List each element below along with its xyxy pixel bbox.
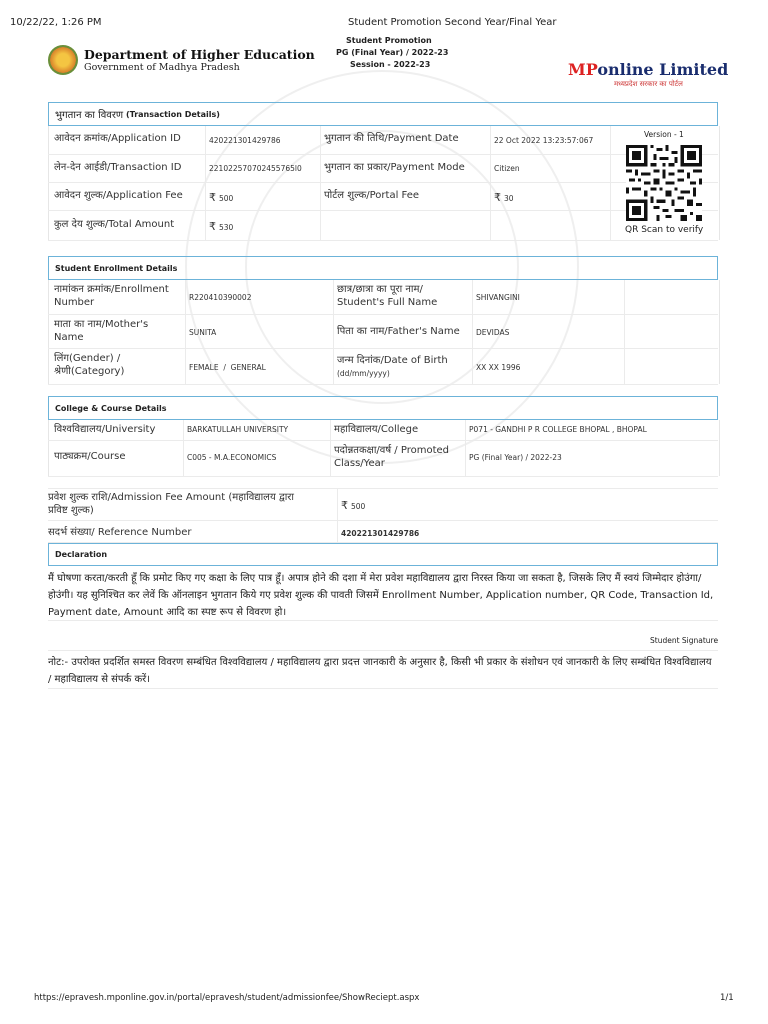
portal-fee-label: पोर्टल शुल्क/Portal Fee	[324, 190, 420, 201]
receipt-class: PG (Final Year) / 2022-23	[336, 48, 449, 57]
university-value: BARKATULLAH UNIVERSITY	[187, 425, 289, 434]
declaration-section-header: Declaration	[48, 543, 718, 566]
transaction-id-value: 221022570702455765l0	[209, 164, 302, 173]
mp-emblem-logo	[48, 45, 78, 75]
qr-code	[626, 145, 702, 221]
application-fee-value: ₹ 500	[209, 191, 234, 204]
department-name: Department of Higher Education	[84, 47, 315, 62]
father-name-value: DEVIDAS	[476, 328, 510, 337]
course-value: C005 - M.A.ECONOMICS	[187, 453, 277, 462]
print-url: https://epravesh.mponline.gov.in/portal/epravesh/student/admissionfee/ShowReciept.aspx	[34, 993, 420, 1003]
mother-name-label: माता का नाम/Mother's Name	[54, 319, 149, 343]
gender-category-value: FEMALE / GENERAL	[189, 363, 266, 372]
qr-scan-caption: QR Scan to verify	[625, 225, 704, 235]
disclaimer-note: नोट:- उपरोक्त प्रदर्शित समस्त विवरण सम्बंधित विश्वविद्यालय / महाविद्यालय द्वारा प्रदत्त जानकारी के अनुसार है, किसी भी प्रकार के संशोधन एवं जानकारी के लिए सम्बंधित विश्वविद्यालय / महाविद्यालय से संपर्क करें।	[48, 657, 712, 685]
print-datetime: 10/22/22, 1:26 PM	[10, 17, 102, 28]
dob-label: जन्म दिनांक/Date of Birth (dd/mm/yyyy)	[337, 355, 448, 378]
college-section-header: College & Course Details	[48, 396, 718, 420]
course-label: पाठ्यक्रम/Course	[54, 451, 126, 462]
total-amount-label: कुल देय शुल्क/Total Amount	[54, 219, 175, 230]
application-id-label: आवेदन क्रमांक/Application ID	[54, 133, 181, 144]
dob-value: XX XX 1996	[476, 363, 521, 372]
enrollment-number-value: R220410390002	[189, 293, 252, 302]
rupee-icon: ₹	[494, 191, 501, 204]
university-label: विश्वविद्यालय/University	[54, 424, 156, 435]
receipt-version: Version - 1	[644, 130, 684, 139]
payment-date-label: भुगतान की तिथि/Payment Date	[324, 133, 459, 144]
promoted-class-value: PG (Final Year) / 2022-23	[469, 453, 562, 462]
print-title: Student Promotion Second Year/Final Year	[348, 17, 557, 28]
admission-fee-label: प्रवेश शुल्क राशि/Admission Fee Amount (महाविद्यालय द्वारा प्रविष्ट शुल्क)	[48, 492, 294, 516]
student-name-label: छात्र/छात्रा का पूरा नाम/ Student's Full Name	[337, 284, 438, 308]
mponline-tagline: मध्यप्रदेश सरकार का पोर्टल	[614, 80, 683, 88]
reference-number-label: सदर्भ संख्या/ Reference Number	[48, 527, 192, 538]
rupee-icon: ₹	[341, 499, 348, 512]
college-value: P071 - GANDHI P R COLLEGE BHOPAL , BHOPAL	[469, 425, 647, 434]
print-page-number: 1/1	[720, 993, 734, 1003]
portal-fee-value: ₹ 30	[494, 191, 514, 204]
rupee-icon: ₹	[209, 191, 216, 204]
mother-name-value: SUNITA	[189, 328, 217, 337]
payment-mode-label: भुगतान का प्रकार/Payment Mode	[324, 162, 465, 173]
reference-number-value: 420221301429786	[341, 529, 420, 538]
application-fee-label: आवेदन शुल्क/Application Fee	[54, 190, 183, 201]
government-name: Government of Madhya Pradesh	[84, 62, 240, 73]
declaration-text: मैं घोषणा करता/करती हूँ कि प्रमोट किए गए कक्षा के लिए पात्र हूँ। अपात्र होने की दशा में मेरा प्रवेश महाविद्यालय द्वारा निरस्त किया जा सकता है, जिसके लिए मैं स्वयं जिम्मेदार होउंगा/ होउंगी। यह सुनिश्चित कर लेवें कि ऑनलाइन भुगतान किये गए प्रवेश शुल्क की पावती जिसमें Enrollment Number, Application number, QR Code, Transaction Id, Payment date, Amount आदि का स्पष्ट रूप से विवरण हो।	[48, 573, 714, 618]
receipt-heading: Student Promotion	[346, 36, 432, 45]
college-label: महाविद्यालय/College	[334, 424, 419, 435]
admission-fee-value: ₹ 500	[341, 499, 366, 512]
student-signature-label: Student Signature	[650, 636, 719, 645]
application-id-value: 420221301429786	[209, 136, 281, 145]
receipt-session: Session - 2022-23	[350, 60, 431, 69]
total-amount-value: ₹ 530	[209, 220, 234, 233]
payment-mode-value: Citizen	[494, 164, 520, 173]
promoted-class-label: पदोन्नतकक्षा/वर्ष / Promoted Class/Year	[334, 445, 450, 469]
mponline-logo: MPonline Limited	[568, 60, 729, 79]
transaction-id-label: लेन-देन आईडी/Transaction ID	[54, 162, 182, 173]
transaction-section-header: भुगतान का विवरण (Transaction Details)	[48, 102, 718, 126]
father-name-label: पिता का नाम/Father's Name	[337, 326, 460, 337]
payment-date-value: 22 Oct 2022 13:23:57:067	[494, 136, 594, 145]
rupee-icon: ₹	[209, 220, 216, 233]
enrollment-number-label: नामांकन क्रमांक/Enrollment Number	[54, 284, 169, 308]
enrollment-section-header: Student Enrollment Details	[48, 256, 718, 280]
gender-category-label: लिंग(Gender) / श्रेणी(Category)	[54, 353, 125, 377]
student-name-value: SHIVANGINI	[476, 293, 520, 302]
